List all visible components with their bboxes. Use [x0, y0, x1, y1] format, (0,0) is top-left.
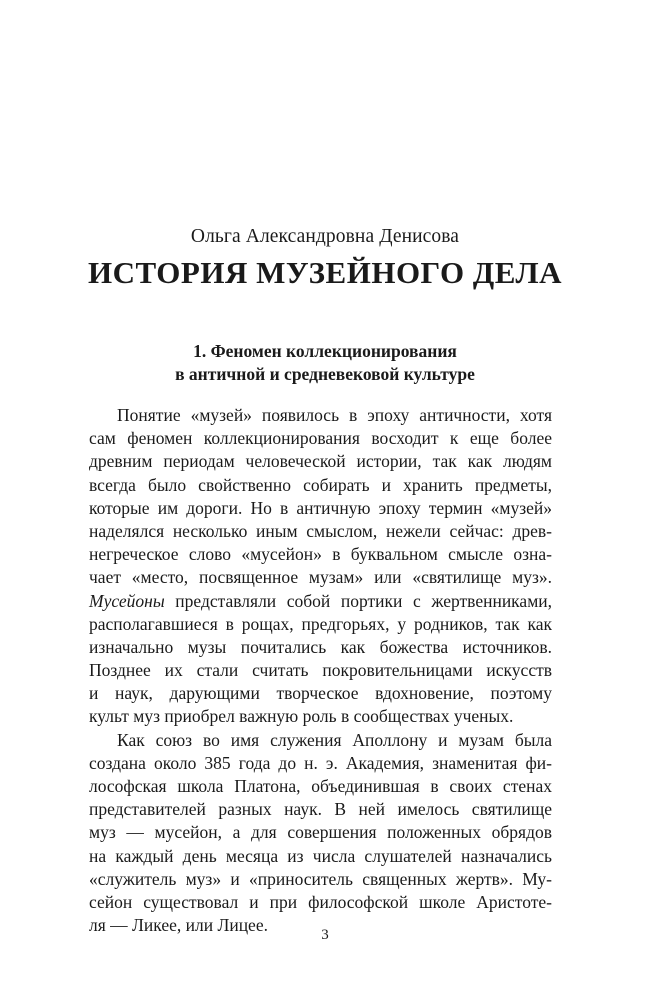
text-line: культ муз приобрел важную роль в сообществах ученых.	[89, 706, 514, 727]
text-line-rest: представляли собой портики с жертвенниками,	[175, 590, 553, 611]
text-line	[89, 590, 552, 613]
text-line: «служитель муз» и «приноситель священных жертв». Му-	[89, 868, 552, 889]
body-text	[89, 404, 552, 937]
text-line: Понятие «музей» появилось в эпоху античности, хотя	[117, 405, 552, 425]
text-line: представителей разных наук. В ней имелось святилище	[89, 799, 552, 820]
text-line: муз — мусейон, а для совершения положенных обрядов	[89, 822, 552, 843]
text-line: древним периодам человеческой истории, так как людям	[89, 451, 552, 472]
text-line: чает «место, посвященное музам» или «святилище муз».	[89, 567, 552, 588]
text-line: изначально музы почитались как божества источников.	[89, 636, 552, 657]
text-line: всегда было свойственно собирать и хранить предметы,	[89, 474, 552, 495]
text-line: лософская школа Платона, объединившая в своих стенах	[89, 776, 552, 796]
text-line: Позднее их стали считать покровительницами искусств	[89, 660, 552, 681]
text-line: создана около 385 года до н. э. Академия, знаменитая фи-	[89, 752, 552, 773]
author-name: Ольга Александровна Денисова	[190, 226, 460, 247]
text-line: ля — Ликее, или Лицее.	[89, 915, 268, 936]
text-line: Как союз во имя служения Аполлону и музам была	[117, 729, 552, 750]
text-line: сам феномен коллекционирования восходит к еще более	[89, 428, 552, 449]
chapter-heading-line-2: в античной и средневековой культуре	[175, 364, 475, 384]
text-line: сейон существовал и при философской школе Аристоте-	[89, 891, 552, 912]
book-title: ИСТОРИЯ МУЗЕЙНОГО ДЕЛА	[88, 255, 562, 290]
text-line: негреческое слово «мусейон» в буквальном смысле озна-	[89, 544, 552, 565]
chapter-heading	[0, 340, 650, 386]
page-number: 3	[321, 927, 329, 943]
chapter-heading-line-1: 1. Феномен коллекционирования	[193, 341, 457, 361]
italic-term: Мусейоны	[89, 590, 165, 611]
text-line: и наук, дарующими творческое вдохновение, поэтому	[89, 683, 552, 704]
text-line: на каждый день месяца из числа слушателей назначались	[89, 845, 552, 866]
text-line: наделялся несколько иным смыслом, нежели сейчас: древ-	[89, 520, 552, 541]
text-line: располагавшиеся в рощах, предгорьях, у родников, так как	[89, 613, 552, 634]
text-line: которые им дороги. Но в античную эпоху термин «музей»	[89, 497, 552, 518]
